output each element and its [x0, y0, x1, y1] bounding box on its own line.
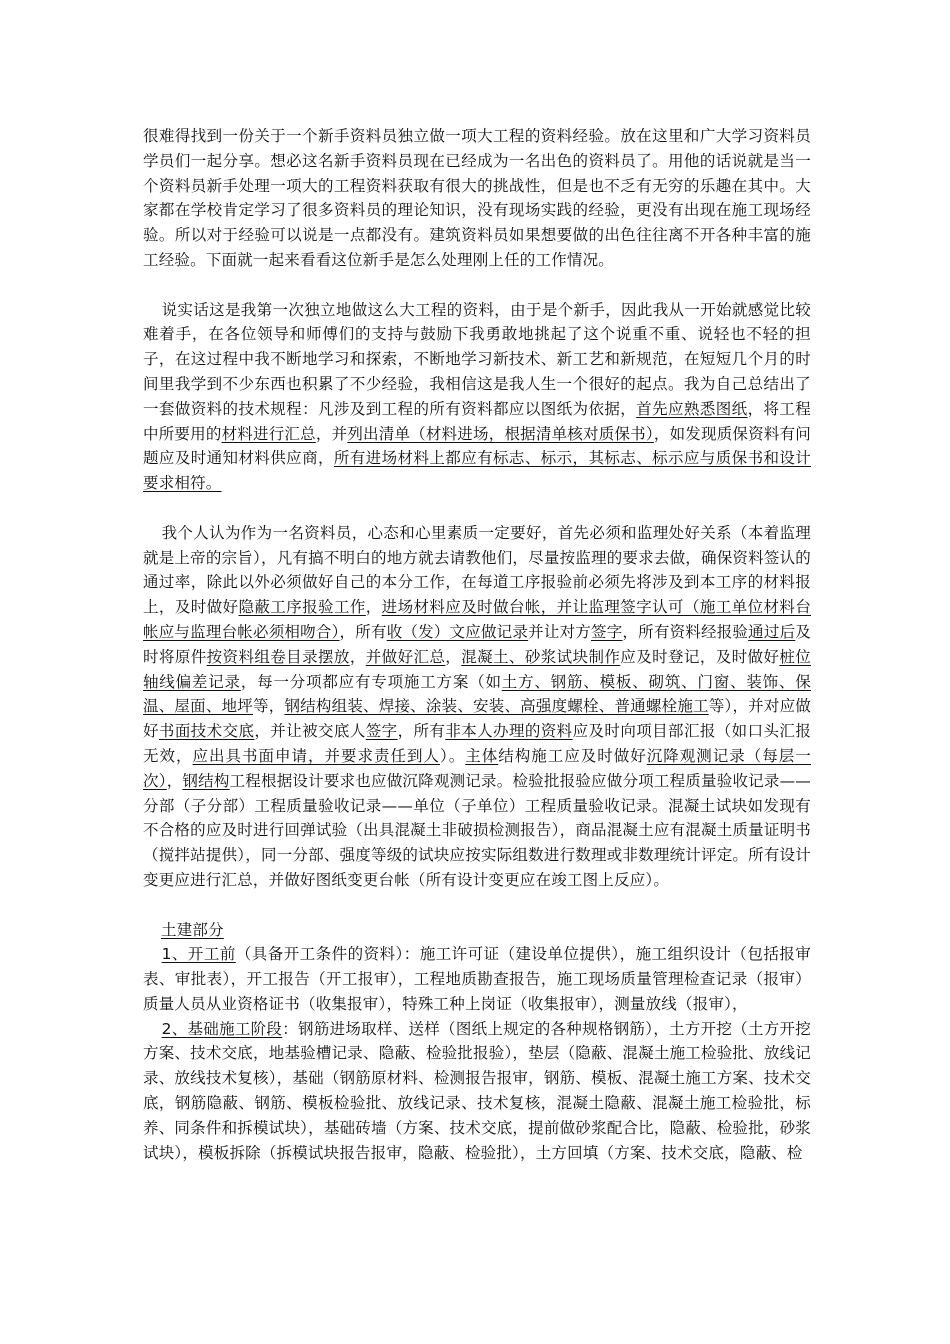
mindset-paragraph	[143, 521, 811, 893]
underlined-run: 首先应熟悉图纸	[636, 399, 748, 418]
text-run: 等），并对应做好	[143, 697, 812, 741]
underlined-run: 通过后	[748, 622, 796, 641]
list-item-before-start	[143, 942, 811, 1016]
text-run: ，	[445, 647, 462, 666]
underlined-run: 签字	[590, 622, 623, 641]
underlined-run: 按资料组卷目录摆放	[206, 647, 350, 666]
list-item-text: ：钢筋进场取样、送样（图纸上规定的各种规格钢筋），土方开挖（土方开挖方案、技术交底，地基验槽记录、隐蔽、检验批报验），垫层（隐蔽、混凝土施工检验批、放线记录、放线技术复核），基础（钢筋原材料、检测报告报审，钢筋、模板、混凝土施工方案、技术交底，钢筋隐蔽、钢筋、模板检验批、放线记录、技术复核，混凝土隐蔽、混凝土施工检验批，标养、同条件和拆模试块），基础砖墙（方案、技术交底，提前做砂浆配合比，隐蔽、检验批，砂浆试块），模板拆除（拆模试块报告报审，隐蔽、检验批），土方回填（方案、技术交底，隐蔽、检	[143, 1019, 811, 1162]
text-run: 应及时登记，及时做好	[620, 647, 780, 666]
text-run: 结构施工应及时做好	[498, 746, 647, 765]
list-item-label: 1、开工前	[161, 945, 236, 964]
underlined-run: 列出清单（材料进场，根据清单核对质保书）	[347, 424, 654, 443]
paragraph-spacer	[143, 496, 811, 521]
underlined-run: 混凝土、砂浆试块制作	[461, 647, 621, 666]
list-item-foundation-stage	[143, 1017, 811, 1166]
underlined-run: 书面技术交底	[158, 722, 255, 741]
underlined-run: 沉降观测记录（每层一次）	[143, 746, 811, 790]
underlined-run: 收（发）文应做记录	[386, 622, 529, 641]
underlined-run: 桩位轴线偏差记录	[143, 647, 811, 691]
text-run: 及时将原件	[143, 622, 811, 666]
text-run: ，每一分项都应有专项施工方案（如	[240, 672, 502, 691]
text-run: ，所有	[397, 722, 446, 741]
list-item-text: （具备开工条件的资料）：施工许可证（建设单位提供），施工组织设计（包括报审表、审批表），开工报告（开工报审），工程地质勘查报告，施工现场质量管理检查记录（报审）质量人员从业资格证书（收集报审），特殊工种上岗证（收集报审），测量放线（报审），	[143, 945, 811, 1013]
underlined-run: 应出具书面申请，并要求责任到人	[192, 746, 440, 765]
text-run: ，并	[315, 424, 348, 443]
underlined-run: 并做好汇总	[365, 647, 446, 666]
paragraph-spacer	[143, 273, 811, 298]
underlined-run: 所有进场材料上都应有标志、标示，其标志、标示应与质保书和设计要求相符。	[143, 449, 811, 493]
text-run: 我个人认为作为一名资料员，心态和心里素质一定要好，首先必须和监理处好关系（本着监理就是上帝的宗旨），凡有搞不明白的地方就去请教他们，尽量按监理的要求去做，确保资料签认的通过率，除此以外必须做好自己的本分工作，在每道工序报验前必须先将涉及到本工序的材料报上，及时做好	[143, 523, 811, 617]
underlined-run: 进场材料应及时做台帐，并让监理签字认可（施工单位材料台帐应与监理台帐必须相吻合）	[143, 598, 812, 641]
text-run: ，所有	[339, 622, 387, 641]
text-run: ，	[349, 647, 366, 666]
text-run: 说实话这是我第一次独立地做这么大工程的资料，由于是个新手，因此我从一开始就感觉比较难着手，在各位领导和师傅们的支持与鼓励下我勇敢地挑起了这个说重不重、说轻也不轻的担子，在这过程中我不断地学习和探索，不断地学习新技术、新工艺和新规范，在短短几个月的时间里我学到不少东西也积累了不少经验，我相信这是我人生一个很好的起点。我为自己总结出了一套做资料的技术规程：凡涉及到工程的所有资料都应以图纸为依据，	[143, 300, 811, 418]
section-heading	[143, 918, 811, 943]
text-run: ，所有资料经报验	[622, 622, 749, 641]
underlined-run: 钢结构组装、焊接、涂装、安装、高强度螺栓、普通螺栓施工	[284, 697, 709, 716]
underlined-run: 签字	[365, 722, 398, 741]
section-heading-text: 土建部分	[161, 920, 224, 939]
text-run: 等，	[253, 697, 285, 716]
text-run: ，	[166, 771, 183, 790]
experience-paragraph	[143, 298, 811, 496]
paragraph-spacer	[143, 893, 811, 918]
text-run: ，将工程中所要用的	[143, 399, 812, 443]
text-run: 应及时向项目部汇报（如口头汇报无效，	[143, 722, 812, 765]
underlined-run: 隐蔽工序报验工作	[238, 598, 366, 617]
text-run: ）。	[440, 746, 466, 765]
underlined-run: 钢结构	[182, 771, 230, 790]
underlined-run: 主体	[465, 746, 499, 765]
text-run: 并让对方	[528, 622, 591, 641]
text-run: 工程根据设计要求也应做沉降观测记录。检验批报验应做分项工程质量验收记录——分部（子分部）工程质量验收记录——单位（子单位）工程质量验收记录。混凝土试块如发现有不合格的应及时进行回弹试验（出具混凝土非破损检测报告），商品混凝土应有混凝土质量证明书（搅拌站提供），同一分部、强度等级的试块应按实际组数进行数理或非数理统计评定。所有设计变更应进行汇总，并做好图纸变更台帐（所有设计变更应在竣工图上反应）。	[143, 771, 811, 889]
text-run: ，	[365, 598, 382, 617]
underlined-run: 土方、钢筋、模板、砌筑、门窗、装饰、保温、屋面、地坪	[143, 672, 811, 716]
list-item-label: 2、基础施工阶段	[161, 1019, 283, 1038]
text-run: ，如发现质保资料有问题应及时通知材料供应商，	[143, 424, 811, 468]
text-run: ，并让被交底人	[254, 722, 366, 741]
underlined-run: 材料进行汇总	[221, 424, 316, 443]
document-page	[143, 124, 811, 1165]
intro-paragraph: 很难得找到一份关于一个新手资料员独立做一项大工程的资料经验。放在这里和广大学习资料员学员们一起分享。想必这名新手资料员现在已经成为一名出色的资料员了。用他的话说就是当一个资料员新手处理一项大的工程资料获取有很大的挑战性，但是也不乏有无穷的乐趣在其中。大家都在学校肯定学习了很多资料员的理论知识，没有现场实践的经验，更没有出现在施工现场经验。所以对于经验可以说是一点都没有。建筑资料员如果想要做的出色往往离不开各种丰富的施工经验。下面就一起来看看这位新手是怎么处理刚上任的工作情况。	[143, 127, 811, 269]
underlined-run: 非本人办理的资料	[445, 722, 573, 741]
